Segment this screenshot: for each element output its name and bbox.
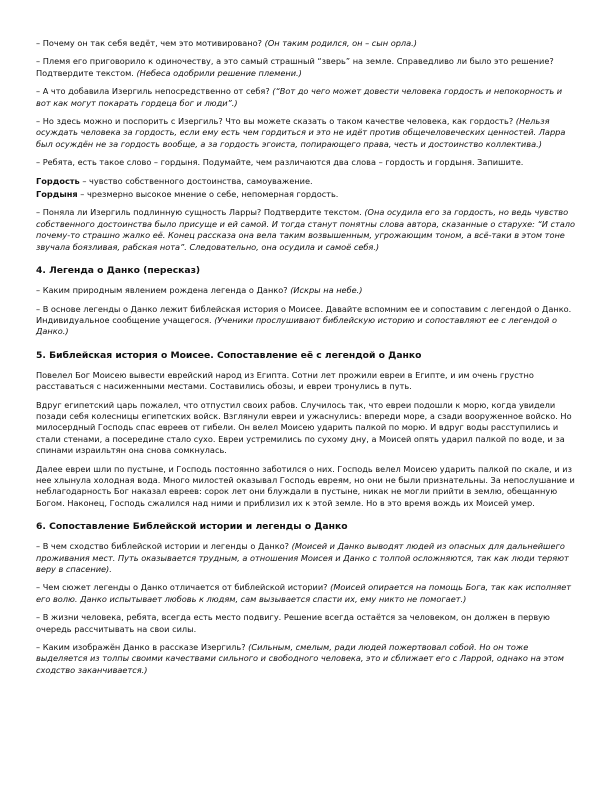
italic-answer-text: (Сильным, смелым, ради людей пожертвовал собой. Но он тоже выделяется из толпы своими качествами сильного и свободного человека, это и сближает его с Ларрой, однако на этом сходство заканчивается.) — [36, 642, 564, 675]
text-segment: – Каким изображён Данко в рассказе Изергиль? — [36, 642, 249, 653]
italic-answer-text: (Ученики прослушивают библейскую историю и сопоставляют ее с легендой о Данко.) — [36, 314, 557, 337]
paragraph — [36, 157, 576, 168]
text-segment: – Племя его приговорило к одиночеству, а это самый страшный “зверь” на земле. Справедливо ли было это решение? Подтвердите текстом. — [36, 56, 554, 78]
text-segment: 4. Легенда о Данко (пересказ) — [36, 265, 201, 277]
paragraph — [36, 612, 576, 635]
section-heading — [36, 265, 576, 277]
paragraph — [36, 116, 576, 150]
text-segment: – А что добавила Изергиль непосредственно от себя? — [36, 86, 273, 97]
italic-answer-text: (Искры на небе.) — [290, 285, 363, 296]
text-segment: 6. Сопоставление Библейской истории и легенды о Данко — [36, 521, 348, 533]
bold-term-text: Гордыня — [36, 189, 78, 200]
paragraph — [36, 207, 576, 253]
text-segment: – Поняла ли Изергиль подлинную сущность Ларры? Подтвердите текстом. — [36, 207, 365, 218]
text-segment: Далее евреи шли по пустыне, и Господь постоянно заботился о них. Господь велел Моисею ударить палкой по скале, и из нее хлынула холодная вода. Много милостей оказывал Господь евреям, но они не были признательны. За непослушание и неблагодарность Бог наказал евреев: сорок лет они блуждали в пустыне, никак не могли прийти в землю, обещанную Богом. Наконец, Господь сжалился над ними и приблизил их к этой земле. Но в это время вождь их Моисей умер. — [36, 463, 575, 508]
text-segment: – Почему он так себя ведёт, чем это мотивировано? — [36, 38, 265, 48]
paragraph — [36, 370, 576, 393]
italic-answer-text: (Моисей опирается на помощь Бога, так как исполняет его волю. Данко испытывает любовь к людям, сам вызывается спасти их, ему никто не помогает.) — [36, 582, 572, 604]
paragraph — [36, 56, 576, 79]
bold-term-text: Гордость — [36, 175, 80, 186]
section-heading — [36, 350, 576, 362]
paragraph — [36, 304, 576, 338]
paragraph — [36, 285, 576, 296]
italic-answer-text: (Он таким родился, он – сын орла.) — [264, 38, 417, 48]
paragraph — [36, 541, 576, 575]
paragraph — [36, 189, 576, 200]
text-segment: Вдруг египетский царь пожалел, что отпустил своих рабов. Случилось так, что евреи подошли к морю, когда увидели позади себя колесницы египетских войск. Взглянули евреи и ужаснулись: впереди море, а сзади вооруженное войско. Но милосердный Господь спас евреев от гибели. Он велел Моисею ударить палкой по морю. И вдруг воды расступились и стали стенами, а посередине стало сухо. Евреи устремились по сухому дну, а Моисей опять ударил палкой по воде, и за спинами израильтян она снова сомкнулась. — [36, 399, 572, 456]
italic-answer-text: (Нельзя осуждать человека за гордость, если ему есть чем гордиться и это не идёт против общечеловеческих ценностей. Ларра был осуждён не за гордость вообще, а за гордость эгоиста, попирающего права, честь и достоинство коллектива.) — [36, 116, 566, 149]
text-segment: – Чем сюжет легенды о Данко отличается от библейской истории? — [36, 582, 331, 593]
text-segment: – В основе легенды о Данко лежит библейская история о Моисее. Давайте вспомним ее и сопоставим с легендой о Данко. Индивидуальное сообщение учащегося. — [36, 303, 572, 325]
italic-answer-text: (Небеса одобрили решение племени.) — [136, 67, 302, 78]
paragraph — [36, 86, 576, 109]
italic-answer-text: (Она осудила его за гордость, но ведь чувство собственного достоинства было присуще и ей самой. И тогда станут понятны слова автора, сказанные о старухе: “И стало почему-то страшно жалко её. Конец рассказа она вела таким возвышенным, угрожающим тоном, а всё-таки в этом тоне звучала боязливая, рабская нота”. Следовательно, она осудила и самоё себя.) — [36, 207, 576, 252]
paragraph — [36, 642, 576, 676]
text-segment: – Каким природным явлением рождена легенда о Данко? — [36, 285, 291, 296]
text-segment: – В чем сходство библейской истории и легенды о Данко? — [36, 541, 292, 552]
text-segment: – Но здесь можно и поспорить с Изергиль? Что вы можете сказать о таком качестве человека, как гордость? — [36, 116, 516, 127]
section-heading — [36, 521, 576, 533]
text-segment: – В жизни человека, ребята, всегда есть место подвигу. Решение всегда остаётся за человеком, он должен в первую очередь рассчитывать на свои силы. — [36, 612, 550, 634]
text-segment: – Ребята, есть такое слово – гордыня. Подумайте, чем различаются два слова – гордость и гордыня. Запишите. — [36, 157, 524, 168]
text-segment: 5. Библейская история о Моисее. Сопоставление её с легендой о Данко — [36, 349, 422, 361]
document-page — [36, 38, 576, 683]
italic-answer-text: (“Вот до чего может довести человека гордость и непокорность и вот как могут покарать гордеца бог и люди”.) — [36, 86, 563, 108]
text-segment: – чрезмерно высокое мнение о себе, непомерная гордость. — [77, 189, 339, 200]
paragraph — [36, 582, 576, 605]
paragraph — [36, 464, 576, 510]
italic-answer-text: (Моисей и Данко выводят людей из опасных для дальнейшего проживания мест. Путь оказывается трудным, а отношения Моисея и Данко с толпой осложняются, так как люди теряют веру в спасение). — [36, 541, 569, 574]
definition-paragraph — [36, 176, 576, 187]
text-segment: – чувство собственного достоинства, самоуважение. — [79, 175, 313, 186]
paragraph — [36, 38, 576, 49]
paragraph — [36, 400, 576, 457]
text-segment: Повелел Бог Моисею вывести еврейский народ из Египта. Сотни лет прожили евреи в Египте, и им очень грустно расставаться с насиженными местами. Составились обозы, и евреи тронулись в путь. — [36, 369, 534, 392]
